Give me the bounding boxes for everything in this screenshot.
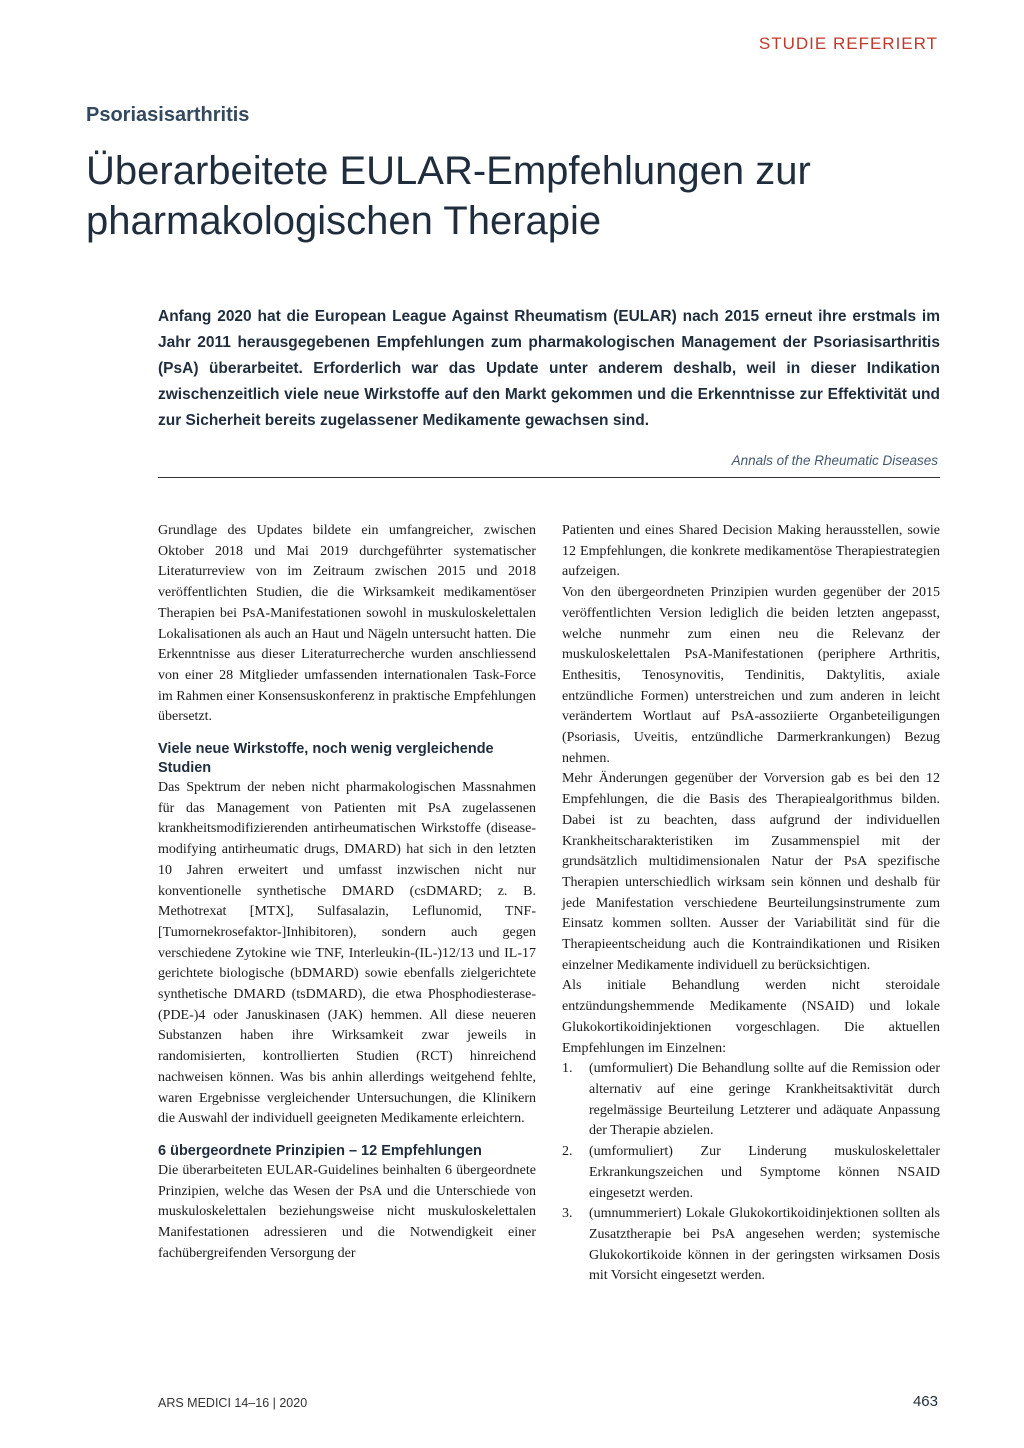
left-column: [158, 521, 536, 1265]
subheading-principles: 6 übergeordnete Prinzipien – 12 Empfehlungen: [158, 1142, 482, 1159]
list-item: [562, 1059, 940, 1142]
source-citation: Annals of the Rheumatic Diseases: [731, 453, 938, 468]
list-text: (umformuliert) Die Behandlung sollte auf die Remission oder alternativ auf eine geringe Krankheitsaktivität durch regelmässige Beurteilung Letzterer und adäquate Anpassung der Therapie abzielen.: [589, 1061, 940, 1139]
footer-journal: ARS MEDICI 14–16 | 2020: [158, 1396, 308, 1410]
body-paragraph: Patienten und eines Shared Decision Making herausstellen, sowie 12 Empfehlungen, die konkrete medikamentöse Therapiestrategien aufzeigen.: [562, 523, 940, 580]
list-text: (umformuliert) Zur Linderung muskuloskelettaler Erkrankungszeichen und Symptome können NSAID eingesetzt werden.: [589, 1144, 940, 1201]
recommendations-list: [562, 1059, 940, 1287]
list-number: 1.: [562, 1061, 573, 1077]
right-column: [562, 521, 940, 1287]
body-paragraph: Die überarbeiteten EULAR-Guidelines beinhalten 6 übergeordnete Prinzipien, welche das Wesen der PsA und die Unterschiede von muskuloskelettalen beziehungsweise nicht muskuloskelettalen Manifestationen adressieren und die Notwendigkeit einer fachübergreifenden Versorgung der: [158, 1162, 536, 1261]
divider: [158, 477, 940, 478]
body-paragraph: Als initiale Behandlung werden nicht steroidale entzündungshemmende Medikamente (NSAID) und lokale Glukokortikoidinjektionen vorgeschlagen. Die aktuellen Empfehlungen im Einzelnen:: [562, 978, 940, 1056]
body-paragraph: Von den übergeordneten Prinzipien wurden gegenüber der 2015 veröffentlichten Version lediglich die beiden letzten angepasst, welche nunmehr zum einen neu die Relevanz der muskuloskelettalen PsA-Manifestationen (periphere Arthritis, Enthesitis, Tenosynovitis, Tendinitis, Daktylitis, axiale entzündliche Formen) unterstreichen und zum anderen in leicht verändertem Wortlaut auf PsA-assoziierte Organbeteiligungen (Psoriasis, Uveitis, entzündliche Darmerkrankungen) Bezug nehmen.: [562, 585, 940, 766]
body-paragraph: Das Spektrum der neben nicht pharmakologischen Massnahmen für das Management von Patienten mit PsA zugelassenen krankheitsmodifizierenden antirheumatischen Wirkstoffe (disease-modifying antirheumatic drugs, DMARD) hat sich in den letzten 10 Jahren erweitert und umfasst inzwischen nicht nur konventionelle synthetische DMARD (csDMARD; z. B. Methotrexat [MTX], Sulfasalazin, Leflunomid, TNF-[Tumornekrosefaktor-]Inhibitoren), sondern auch gegen verschiedene Zytokine wie TNF, Interleukin-(IL-)12/13 und IL-17 gerichtete biologische (bDMARD) sowie ebenfalls zielgerichtete synthetische DMARD (tsDMARD), die etwa Phosphodiesterase-(PDE-)4 oder Januskinasen (JAK) hemmen. All diese neueren Substanzen haben ihre Wirksamkeit zwar jeweils in randomisierten, kontrollierten Studien (RCT) hinreichend nachweisen können. Was bis anhin allerdings weitgehend fehlte, waren Ergebnisse vergleichender Untersuchungen, die Klinikern die Auswahl der individuell geeigneten Medikamente erleichtern.: [158, 780, 536, 1127]
section-label: STUDIE REFERIERT: [758, 34, 938, 53]
page-number: 463: [912, 1393, 938, 1410]
list-number: 3.: [562, 1206, 573, 1222]
article-lead: Anfang 2020 hat die European League Against Rheumatism (EULAR) nach 2015 erneut ihre erstmals im Jahr 2011 herausgegebenen Empfehlungen zum pharmakologischen Management der Psoriasisarthritis (PsA) überarbeitet. Erforderlich war das Update unter anderem deshalb, weil in dieser Indikation zwischenzeitlich viele neue Wirkstoffe auf den Markt gekommen und die Erkenntnisse zur Effektivität und zur Sicherheit bereits zugelassener Medikamente gewachsen sind.: [158, 308, 940, 429]
article-title: Überarbeitete EULAR-Empfehlungen zur pharmakologischen Therapie: [86, 149, 811, 243]
list-number: 2.: [562, 1144, 573, 1160]
list-item: [562, 1142, 940, 1204]
intro-paragraph: Grundlage des Updates bildete ein umfangreicher, zwischen Oktober 2018 und Mai 2019 durchgeführter systematischer Literaturreview von im Zeitraum zwischen 2015 und 2018 veröffentlichten Studien, die die Wirksamkeit medikamentöser Therapien bei PsA-Manifestationen sowohl in muskuloskelettalen Lokalisationen als auch an Haut und Nägeln untersucht hatten. Die Erkenntnisse aus dieser Literaturrecherche wurden anschliessend von einer 28 Mitglieder umfassenden internationalen Task-Force im Rahmen einer Konsensuskonferenz in praktische Empfehlungen übersetzt.: [158, 523, 536, 725]
list-item: [562, 1204, 940, 1287]
list-text: (umnummeriert) Lokale Glukokortikoidinjektionen sollten als Zusatztherapie bei PsA angesehen werden; systemische Glukokortikoide können in der geringsten wirksamen Dosis mit Vorsicht eingesetzt werden.: [589, 1206, 940, 1284]
subheading-new-substances: Viele neue Wirkstoffe, noch wenig vergleichende Studien: [158, 741, 494, 777]
article-kicker: Psoriasisarthritis: [86, 104, 250, 126]
body-paragraph: Mehr Änderungen gegenüber der Vorversion gab es bei den 12 Empfehlungen, die die Basis des Therapiealgorithmus bilden. Dabei ist zu beachten, dass aufgrund der individuellen Krankheitscharakteristiken im Zusammenspiel mit der grundsätzlich multidimensionalen Natur der PsA spezifische Therapien unterschiedlich wirksam sein können und deshalb für jede Manifestation verschiedene Beurteilungsinstrumente zum Einsatz kommen sollten. Ausser der Variabilität sind für die Therapieentscheidung auch die Kontraindikationen und Risiken einzelner Medikamente individuell zu berücksichtigen.: [562, 771, 940, 973]
